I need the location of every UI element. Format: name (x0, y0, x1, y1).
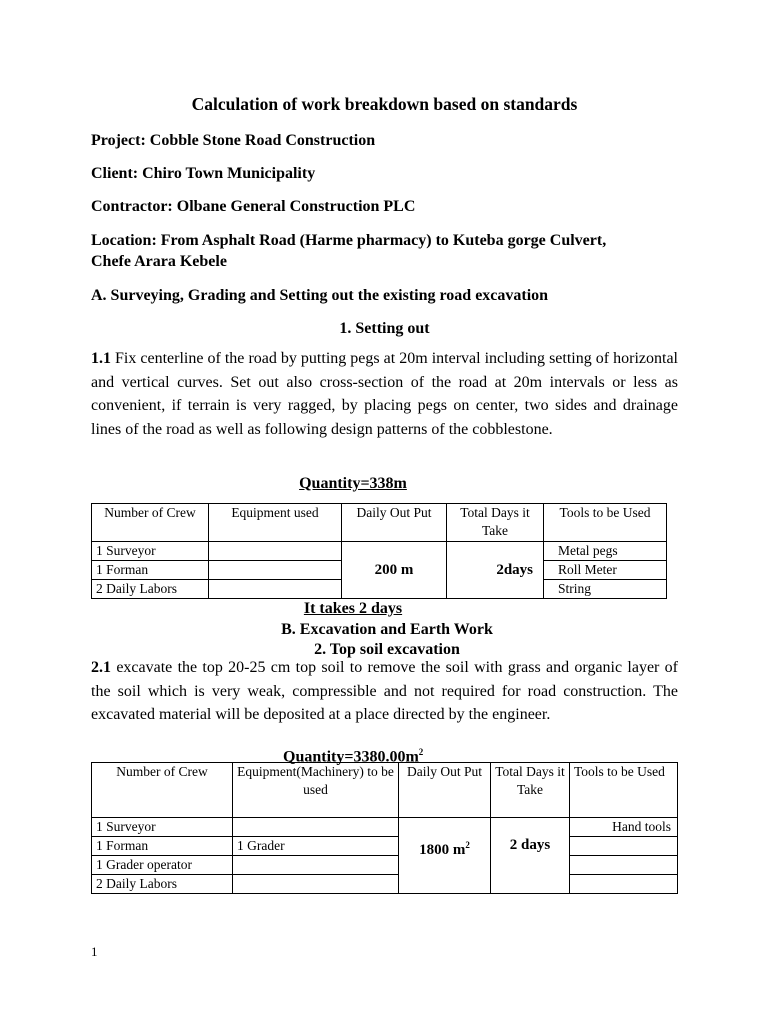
project-line: Project: Cobble Stone Road Construction (91, 132, 376, 149)
table-cell-tools (570, 856, 678, 875)
table-cell-crew: 1 Forman (92, 837, 233, 856)
table-cell-equipment (233, 875, 399, 894)
table-cell-tools (570, 875, 678, 894)
table-cell-crew: 1 Forman (92, 561, 209, 580)
table-cell-crew: 1 Surveyor (92, 542, 209, 561)
setting-out-table (91, 503, 667, 599)
table-cell-equipment (233, 818, 399, 837)
table-cell-days: 2 days (491, 818, 570, 894)
paragraph-text: Fix centerline of the road by putting pegs at 20m interval including setting of horizontal and vertical curves. Set out also cross-section of the road at 20m intervals or less as convenient, if terrain is very ragged, by placing pegs on center, two sides and drainage lines of the road as well as following design patterns of the cobblestone. (91, 350, 678, 438)
setting-out-paragraph (91, 347, 678, 441)
table-cell-tools: Hand tools (570, 818, 678, 837)
section-a-heading: A. Surveying, Grading and Setting out the existing road excavation (91, 287, 549, 304)
quantity-unit-sup: 2 (418, 747, 424, 757)
section-b-heading: B. Excavation and Earth Work (281, 621, 493, 638)
table-cell-days: 2days (447, 542, 544, 599)
contractor-line: Contractor: Olbane General Construction PLC (91, 198, 416, 215)
header-crew: Number of Crew (92, 763, 233, 818)
page-number: 1 (91, 944, 98, 959)
location-line-2: Chefe Arara Kebele (91, 253, 227, 270)
item-number: 2.1 (91, 659, 111, 676)
location-line-1: Location: From Asphalt Road (Harme pharmacy) to Kuteba gorge Culvert, (91, 232, 607, 249)
table-cell-crew: 2 Daily Labors (92, 580, 209, 599)
table-cell-crew: 1 Grader operator (92, 856, 233, 875)
quantity-setting-out: Quantity=338m (299, 475, 407, 492)
table-cell-output: 200 m (342, 542, 447, 599)
header-equipment: Equipment used (209, 504, 342, 542)
table-cell-crew: 1 Surveyor (92, 818, 233, 837)
table-cell-equipment: 1 Grader (233, 837, 399, 856)
header-crew: Number of Crew (92, 504, 209, 542)
table-cell-crew: 2 Daily Labors (92, 875, 233, 894)
topsoil-heading: 2. Top soil excavation (314, 641, 460, 658)
table-cell-tools (570, 837, 678, 856)
topsoil-paragraph (91, 656, 678, 727)
header-tools: Tools to be Used (544, 504, 667, 542)
header-days: Total Days it Take (491, 763, 570, 818)
quantity-value: Quantity=3380.00m (283, 748, 419, 766)
header-output: Daily Out Put (399, 763, 491, 818)
setting-out-heading: 1. Setting out (339, 320, 430, 337)
table-cell-output (399, 818, 491, 894)
table-cell-equipment (209, 561, 342, 580)
header-tools: Tools to be Used (570, 763, 678, 818)
table-cell-equipment (209, 542, 342, 561)
item-number: 1.1 (91, 350, 111, 367)
takes-days-note: It takes 2 days (303, 600, 403, 617)
table-cell-equipment (233, 856, 399, 875)
document-title: Calculation of work breakdown based on standards (191, 94, 578, 114)
topsoil-table (91, 762, 678, 894)
output-unit-sup: 2 (465, 840, 470, 850)
table-cell-tools: String (544, 580, 667, 599)
table-cell-tools: Metal pegs (544, 542, 667, 561)
client-line: Client: Chiro Town Municipality (91, 165, 316, 182)
output-value: 1800 m (419, 842, 466, 858)
paragraph-text: excavate the top 20-25 cm top soil to remove the soil with grass and organic layer of the soil which is very weak, compressible and not required for road construction. The excavated material will be deposited at a place directed by the engineer. (91, 659, 679, 723)
header-equipment: Equipment(Machinery) to be used (233, 763, 399, 818)
header-output: Daily Out Put (342, 504, 447, 542)
table-cell-tools: Roll Meter (544, 561, 667, 580)
header-days: Total Days it Take (447, 504, 544, 542)
table-cell-equipment (209, 580, 342, 599)
